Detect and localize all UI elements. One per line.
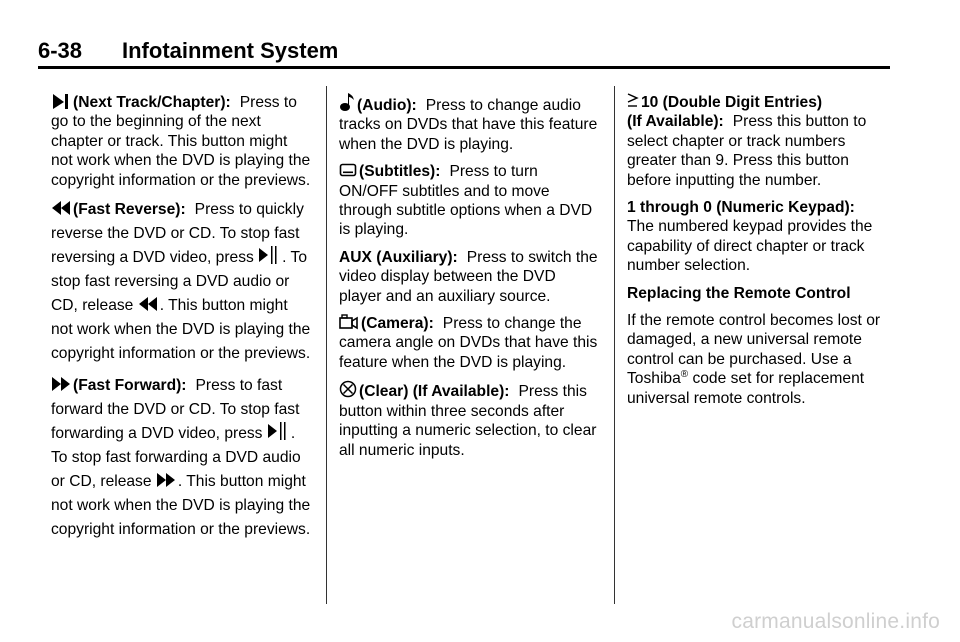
subtitles-icon [339,163,357,178]
aux-title: AUX (Auxiliary): [339,248,458,266]
clear-icon [339,380,357,398]
camera-icon [339,314,359,330]
play-pause-icon [258,246,280,264]
fast-reverse-body-2: . To stop fast reversing a DVD audio or CD, release [51,249,308,315]
column-divider [614,86,615,604]
fast-forward-icon [51,376,71,392]
column-3 [627,92,889,416]
camera-paragraph [339,314,601,372]
aux-paragraph [339,248,601,306]
header-rule [38,66,890,69]
aux-body: Press to switch the video display between the DVD player and an auxiliary source. [339,248,598,305]
fast-reverse-title: (Fast Reverse): [73,201,186,219]
double-digit-body: Press this button to select chapter or track numbers greater than 9. Press this button before inputting the number. [627,113,867,189]
audio-icon [339,92,355,112]
next-track-icon [51,92,71,109]
column-1 [51,92,313,550]
column-2 [339,92,601,468]
section-title: Infotainment System [122,38,339,63]
audio-title: (Audio): [357,97,417,114]
camera-body: Press to change the camera angle on DVDs that have this feature when the DVD is playing. [339,315,598,371]
numeric-keypad-title: 1 through 0 (Numeric Keypad): [627,199,855,217]
double-digit-icon [627,92,639,109]
fast-forward-icon [156,472,176,488]
fast-reverse-icon [138,296,158,312]
replacing-heading: Replacing the Remote Control [627,284,851,302]
fast-forward-body-2: . To stop fast forwarding a DVD audio or CD, release [51,425,301,491]
fast-forward-body-1: Press to fast forward the DVD or CD. To stop fast forwarding a DVD video, press [51,377,300,443]
audio-body: Press to change audio tracks on DVDs that have this feature when the DVD is playing. [339,97,598,153]
play-pause-icon [267,422,289,440]
fast-forward-paragraph [51,374,313,542]
subtitles-title: (Subtitles): [359,163,441,181]
subtitles-body: Press to turn ON/OFF subtitles and to move through subtitle options when a DVD is playing. [339,163,593,239]
fast-reverse-body-1: Press to quickly reverse the DVD or CD. To stop fast reversing a DVD video, press [51,201,304,267]
page-header [38,38,890,68]
camera-title: (Camera): [361,315,434,333]
fast-forward-title: (Fast Forward): [73,377,187,395]
next-track-title: (Next Track/Chapter): [73,94,231,111]
registered-mark: ® [680,369,689,381]
clear-paragraph [339,380,601,460]
double-digit-title: 10 (Double Digit Entries) [641,94,823,111]
subtitles-paragraph [339,162,601,240]
page-number: 6-38 [38,38,83,63]
next-track-body: Press to go to the beginning of the next chapter or track. This button might not work when the DVD is playing the copyright information or the previews. [51,94,311,189]
column-divider [326,86,327,604]
clear-title: (Clear) (If Available): [359,383,510,401]
numeric-keypad-paragraph [627,198,889,276]
replacing-body-1: If the remote control becomes lost or damaged, a new universal remote control can be purchased. Use a Toshiba [627,312,881,388]
next-track-paragraph [51,92,313,190]
replacing-heading-paragraph [627,284,889,303]
clear-body: Press this button within three seconds after inputting a numeric selection, to clear all numeric inputs. [339,383,597,459]
fast-reverse-paragraph [51,198,313,366]
double-digit-paragraph [627,92,889,190]
fast-forward-body-3: . This button might not work when the DVD is playing the copyright information or the previews. [51,473,311,539]
fast-reverse-icon [51,200,71,216]
double-digit-title-2: (If Available): [627,113,724,131]
replacing-body-2: code set for replacement universal remote controls. [627,370,865,407]
fast-reverse-body-3: . This button might not work when the DVD is playing the copyright information or the previews. [51,297,311,363]
numeric-keypad-body: The numbered keypad provides the capability of direct chapter or track number selection. [627,218,873,275]
audio-paragraph [339,92,601,154]
replacing-paragraph [627,311,889,408]
watermark: carmanualsonline.info [731,610,940,633]
